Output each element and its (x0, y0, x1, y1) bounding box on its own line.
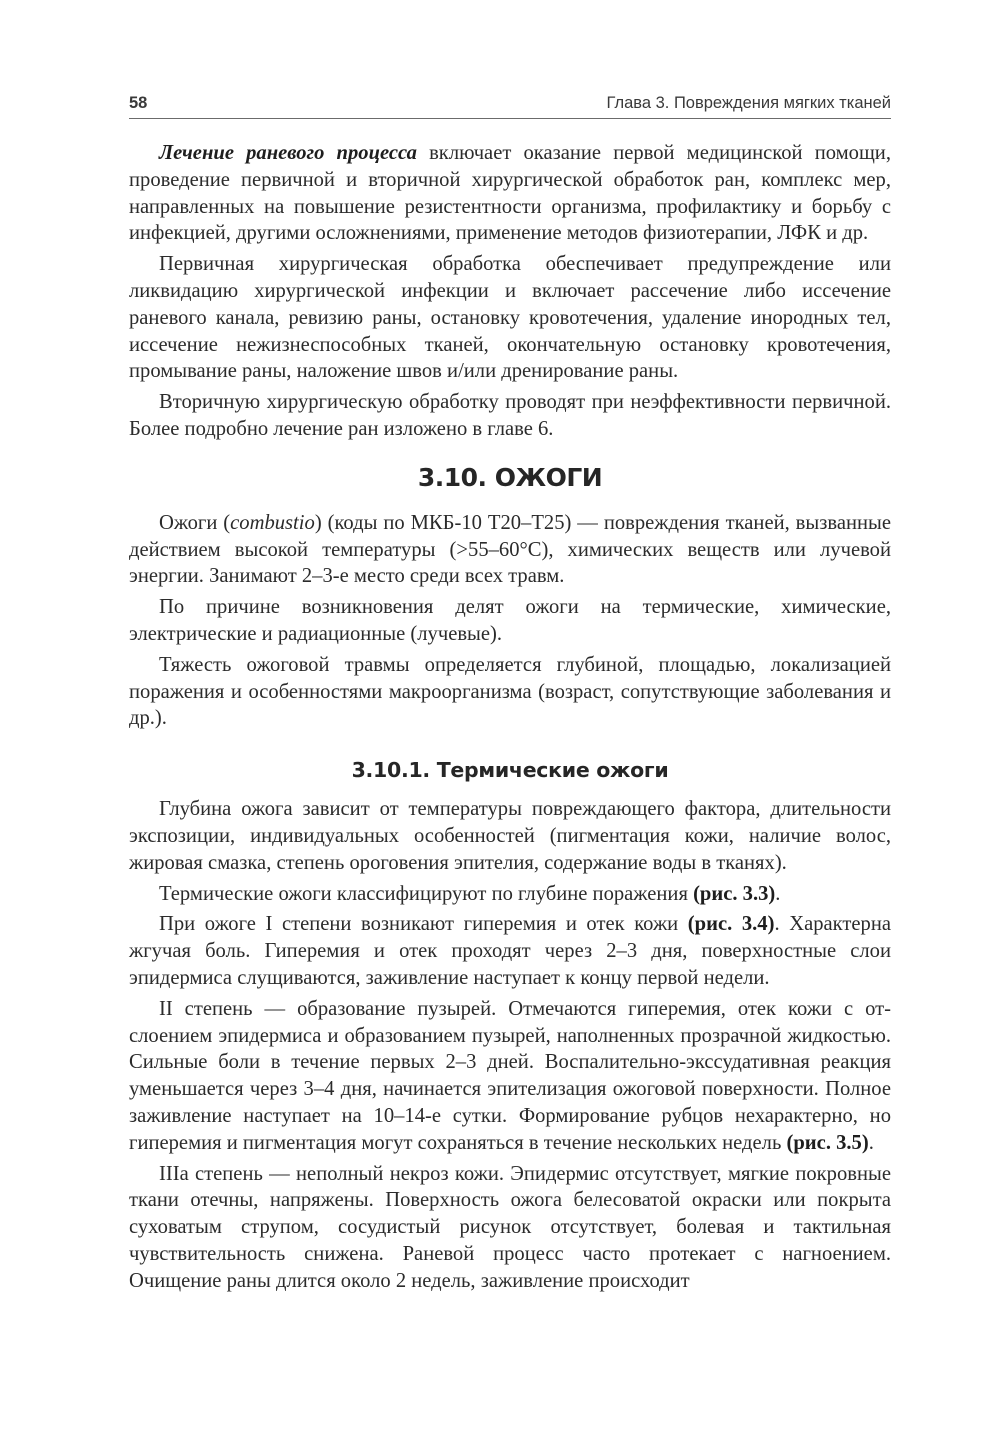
page-number: 58 (129, 94, 148, 112)
paragraph-text: При ожоге I степени возникают гиперемия и отек кожи (159, 913, 688, 936)
paragraph-text: . (868, 1131, 874, 1154)
paragraph-text: Ожоги ( (159, 511, 231, 534)
figure-reference: (рис. 3.5) (786, 1131, 869, 1154)
subsection-heading: 3.10.1. Термические ожоги (351, 758, 669, 783)
paragraph-text: Термические ожоги классифицируют по глубине поражения (159, 882, 694, 905)
paragraph-text: включает оказание первой медицинской помощи, проведение первичной и вторичной хирургической обработок ран, комплекс мер, направленных на повышение резистентности организма, профилактику и борьбу с инфекцией, другими осложнениями, применение методов физиотерапии, ЛФК и др. (129, 142, 891, 245)
paragraph-first-degree (129, 911, 891, 991)
latin-term: combustio (230, 511, 315, 534)
paragraph-text: . Характерна жгучая боль. Гиперемия и отек проходят через 2–3 дня, поверхностные слои эпидермиса слущиваются, заживление наступает к концу первой недели. (129, 913, 891, 989)
paragraph-second-degree (129, 996, 891, 1157)
lead-term: Лечение раневого процесса (159, 142, 417, 164)
paragraph-text: II степень — образование пузырей. Отмечаются гиперемия, отек кожи с отслоением эпидермиса и образованием пузырей, наполненных прозрачной жидкостью. Сильные боли в течение первых 2–3 дней. Воспалительно-экссудативная реакция уменьшается через 3–4 дня, начинается эпителизация ожоговой поверхности. Полное заживление наступает на 10–14-е сутки. Формирование рубцов нехарактерно, но гиперемия и пигментация могут сохраняться в течение нескольких недель (129, 997, 891, 1154)
paragraph-classification (129, 881, 891, 908)
paragraph-burns-definition (129, 510, 891, 590)
paragraph-burns-severity: Тяжесть ожоговой травмы определяется глубиной, площадью, локализацией поражения и особенностями макроорганизма (возраст, сопутствующие заболевания и др.). (129, 653, 891, 730)
figure-reference: (рис. 3.3) (693, 882, 776, 905)
paragraph-text: . (775, 882, 781, 905)
section-heading: 3.10. ОЖОГИ (417, 462, 603, 492)
paragraph-secondary-treatment: Вторичную хирургическую обработку проводят при неэффективности первичной. Более подробно лечение ран изложено в главе 6. (129, 391, 891, 440)
paragraph-primary-treatment: Первичная хирургическая обработка обеспечивает предупреждение или ликвидацию хирургической инфекции и включает рассечение либо иссечение раневого канала, ревизию раны, остановку кровотечения, удаление инородных тел, иссечение нежизнеспособных тканей, окончательную остановку кровотечения, промывание раны, наложение швов и/или дренирование раны. (129, 253, 891, 383)
paragraph-third-a-degree: IIIа степень — неполный некроз кожи. Эпидермис отсутствует, мягкие покровные ткани отечны, напряжены. Поверхность ожога белесоватой окраски или покрыта суховатым струпом, сосудистый рисунок отсутствует, болевая и тактильная чувствительность снижена. Раневой процесс часто протекает с нагноением. Очищение раны длится около 2 недель, заживление происходит (129, 1162, 891, 1292)
body-text (129, 140, 891, 1298)
chapter-title: Глава 3. Повреждения мягких тканей (606, 94, 891, 112)
paragraph-burn-depth: Глубина ожога зависит от температуры повреждающего фактора, длительности экспозиции, индивидуальных особенностей (пигментация кожи, наличие волос, жировая смазка, степень ороговения эпителия, содержание воды в тканях). (129, 798, 891, 874)
paragraph-burns-causes: По причине возникновения делят ожоги на термические, химические, электрические и радиационные (лучевые). (129, 596, 891, 645)
paragraph-text: ) (коды по МКБ-10 Т20–Т25) — повреждения тканей, вызванные действием высокой температуры (>55–60°С), химических веществ или лучевой энергии. Занимают 2–3-е место среди всех травм. (129, 511, 891, 588)
figure-reference: (рис. 3.4) (687, 913, 775, 936)
paragraph-wound-treatment (129, 140, 891, 247)
running-header (129, 92, 891, 119)
